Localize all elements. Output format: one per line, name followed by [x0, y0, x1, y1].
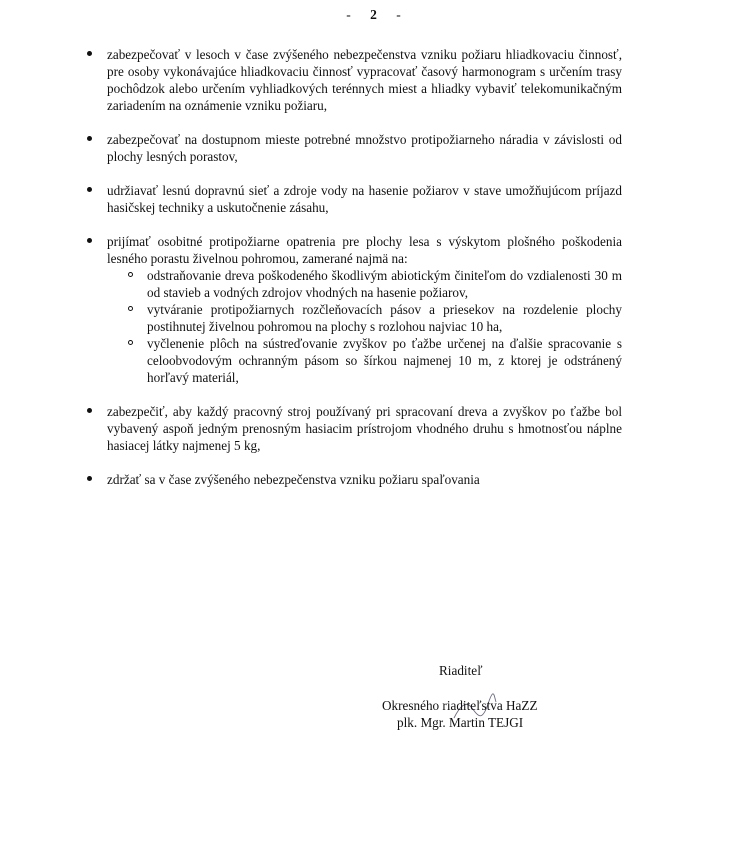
circle-bullet-icon [128, 340, 133, 345]
sub-list-item [107, 267, 622, 301]
list-item [91, 182, 622, 216]
list-item [91, 233, 622, 386]
signature-name: plk. Mgr. Martin TEJGI [397, 715, 524, 730]
signature-title: Riaditeľ [439, 663, 483, 678]
list-item [91, 131, 622, 165]
page-number-dash-left: - [346, 7, 352, 22]
signature-organization: Okresného riaditeľstva HaZZ [382, 698, 538, 713]
bullet-icon [87, 476, 92, 481]
list-item-text: zabezpečiť, aby každý pracovný stroj používaný pri spracovaní dreva a zvyškov po ťažbe bol vybavený aspoň jedným prenosným hasiacim prístrojom vhodného druhu s hmotnosťou náplne hasiacej látky najmenej 5 kg, [107, 404, 622, 453]
obligations-list [91, 46, 622, 505]
sub-list-item [107, 301, 622, 335]
list-item-text: udržiavať lesnú dopravnú sieť a zdroje vody na hasenie požiarov v stave umožňujúcom príjazd hasičskej techniky a uskutočnenie zásahu, [107, 183, 622, 215]
page-number-value: 2 [370, 7, 378, 22]
sub-list-item [107, 335, 622, 386]
sub-list-item-text: vyčlenenie plôch na sústreďovanie zvyškov po ťažbe určenej na ďalšie spracovanie s celoobvodovým ochranným pásom so šírkou najmenej 10 m, z ktorej je odstránený horľavý materiál, [147, 336, 622, 385]
list-item [91, 471, 622, 488]
page-number-dash-right: - [396, 7, 402, 22]
bullet-icon [87, 238, 92, 243]
list-item-text: zabezpečovať na dostupnom mieste potrebné množstvo protipožiarneho náradia v závislosti od plochy lesných porastov, [107, 132, 622, 164]
page-number [0, 6, 748, 23]
sub-list-item-text: odstraňovanie dreva poškodeného škodlivým abiotickým činiteľom do vzdialenosti 30 m od stavieb a vodných zdrojov vhodných na hasenie požiarov, [147, 268, 622, 300]
circle-bullet-icon [128, 272, 133, 277]
list-item-text: zdržať sa v čase zvýšeného nebezpečenstva vzniku požiaru spaľovania [107, 472, 480, 487]
list-item-text: zabezpečovať v lesoch v čase zvýšeného nebezpečenstva vzniku požiaru hliadkovaciu činnosť, pre osoby vykonávajúce hliadkovaciu činnosť vypracovať časový harmonogram s určením trasy pochôdzok alebo určením vyhliadkových terénnych miest a hliadky vybaviť telekomunikačným zariadením na oznámenie vzniku požiaru, [107, 47, 622, 113]
bullet-icon [87, 51, 92, 56]
bullet-icon [87, 408, 92, 413]
bullet-icon [87, 136, 92, 141]
sub-list-item-text: vytváranie protipožiarnych rozčleňovacích pásov a priesekov na rozdelenie plochy postihnutej živelnou pohromou na plochy s rozlohou najviac 10 ha, [147, 302, 622, 334]
bullet-icon [87, 187, 92, 192]
sub-list [107, 267, 622, 386]
circle-bullet-icon [128, 306, 133, 311]
list-item [91, 46, 622, 114]
list-item-text: prijímať osobitné protipožiarne opatrenia pre plochy lesa s výskytom plošného poškodenia lesného porastu živelnou pohromou, zamerané najmä na: [107, 234, 622, 266]
list-item [91, 403, 622, 454]
